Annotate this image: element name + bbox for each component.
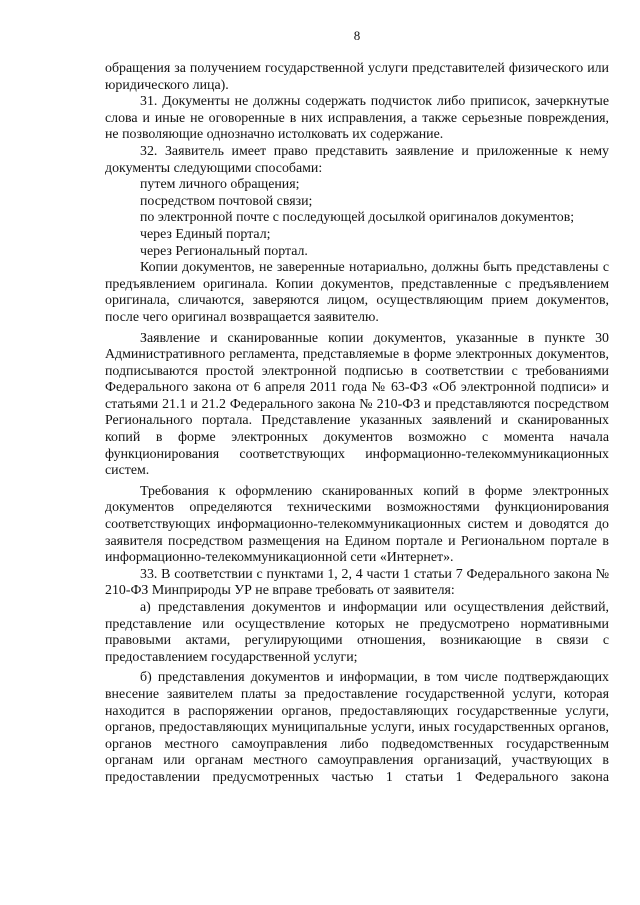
- page-number: 8: [353, 28, 361, 43]
- method-personal: путем личного обращения;: [140, 177, 300, 193]
- method-post: посредством почтовой связи;: [140, 193, 313, 209]
- paragraph-scanned-copies: Заявление и сканированные копии документов, указанные в пункте 30 Административного регламента, представляемые в форме электронных документов, подписываются простой электронной подписью в соответствии с требованиями Федерального закона от 6 апреля 2011 года № 63-ФЗ «Об электронной подписи» и статьями 21.1 и 21.2 Федерального закона № 210-ФЗ и представляются посредством Регионального портала. Представление указанных заявлений и сканированных копий в форме электронных документов возможно с момента начала функционирования соответствующих информационно-телекоммуникационных систем.: [105, 330, 609, 479]
- method-email: по электронной почте с последующей досылкой оригиналов документов;: [140, 210, 575, 226]
- paragraph-33: 33. В соответствии с пунктами 1, 2, 4 части 1 статьи 7 Федерального закона № 210-ФЗ Минприроды УР не вправе требовать от заявителя:: [105, 566, 609, 599]
- method-unified-portal: через Единый портал;: [140, 226, 271, 242]
- paragraph-copies: Копии документов, не заверенные нотариально, должны быть представлены с предъявлением оригинала. Копии документов, представленные с предъявлением оригинала, сличаются, заверяются лицом, осуществляющим прием документов, после чего оригинал возвращается заявителю.: [105, 260, 609, 325]
- paragraph-31: 31. Документы не должны содержать подчисток либо приписок, зачеркнутые слова и иные не оговоренные в них исправления, а также серьезные повреждения, не позволяющие однозначно истолковать их содержание.: [105, 94, 609, 143]
- item-b: б) представления документов и информации, в том числе подтверждающих внесение заявителем платы за предоставление государственной услуги, которая находится в распоряжении органов, предоставляющих государственные услуги, органов, предоставляющих муниципальные услуги, иных государственных органов, органов местного самоуправления либо подведомственных государственным органам или органам местного самоуправления организаций, участвующих в предоставлении предусмотренных частью 1 статьи 1 Федерального закона: [105, 670, 609, 785]
- paragraph-requirements: Требования к оформлению сканированных копий в форме электронных документов определяются техническими возможностями функционирования соответствующих информационно-телекоммуникационных систем и доводятся до заявителя посредством размещения на Едином портале и Региональном портале в информационно-телекоммуникационной сети «Интернет».: [105, 483, 609, 566]
- method-regional-portal: через Региональный портал.: [140, 243, 308, 259]
- paragraph-continuation: обращения за получением государственной услуги представителей физического или юридического лица).: [105, 61, 609, 93]
- item-a: а) представления документов и информации или осуществления действий, представление или осуществление которых не предусмотрено нормативными правовыми актами, регулирующими отношения, возникающие в связи с предоставлением государственной услуги;: [105, 600, 609, 665]
- paragraph-32: 32. Заявитель имеет право представить заявление и приложенные к нему документы следующими способами:: [105, 143, 609, 176]
- document-body: [105, 61, 609, 787]
